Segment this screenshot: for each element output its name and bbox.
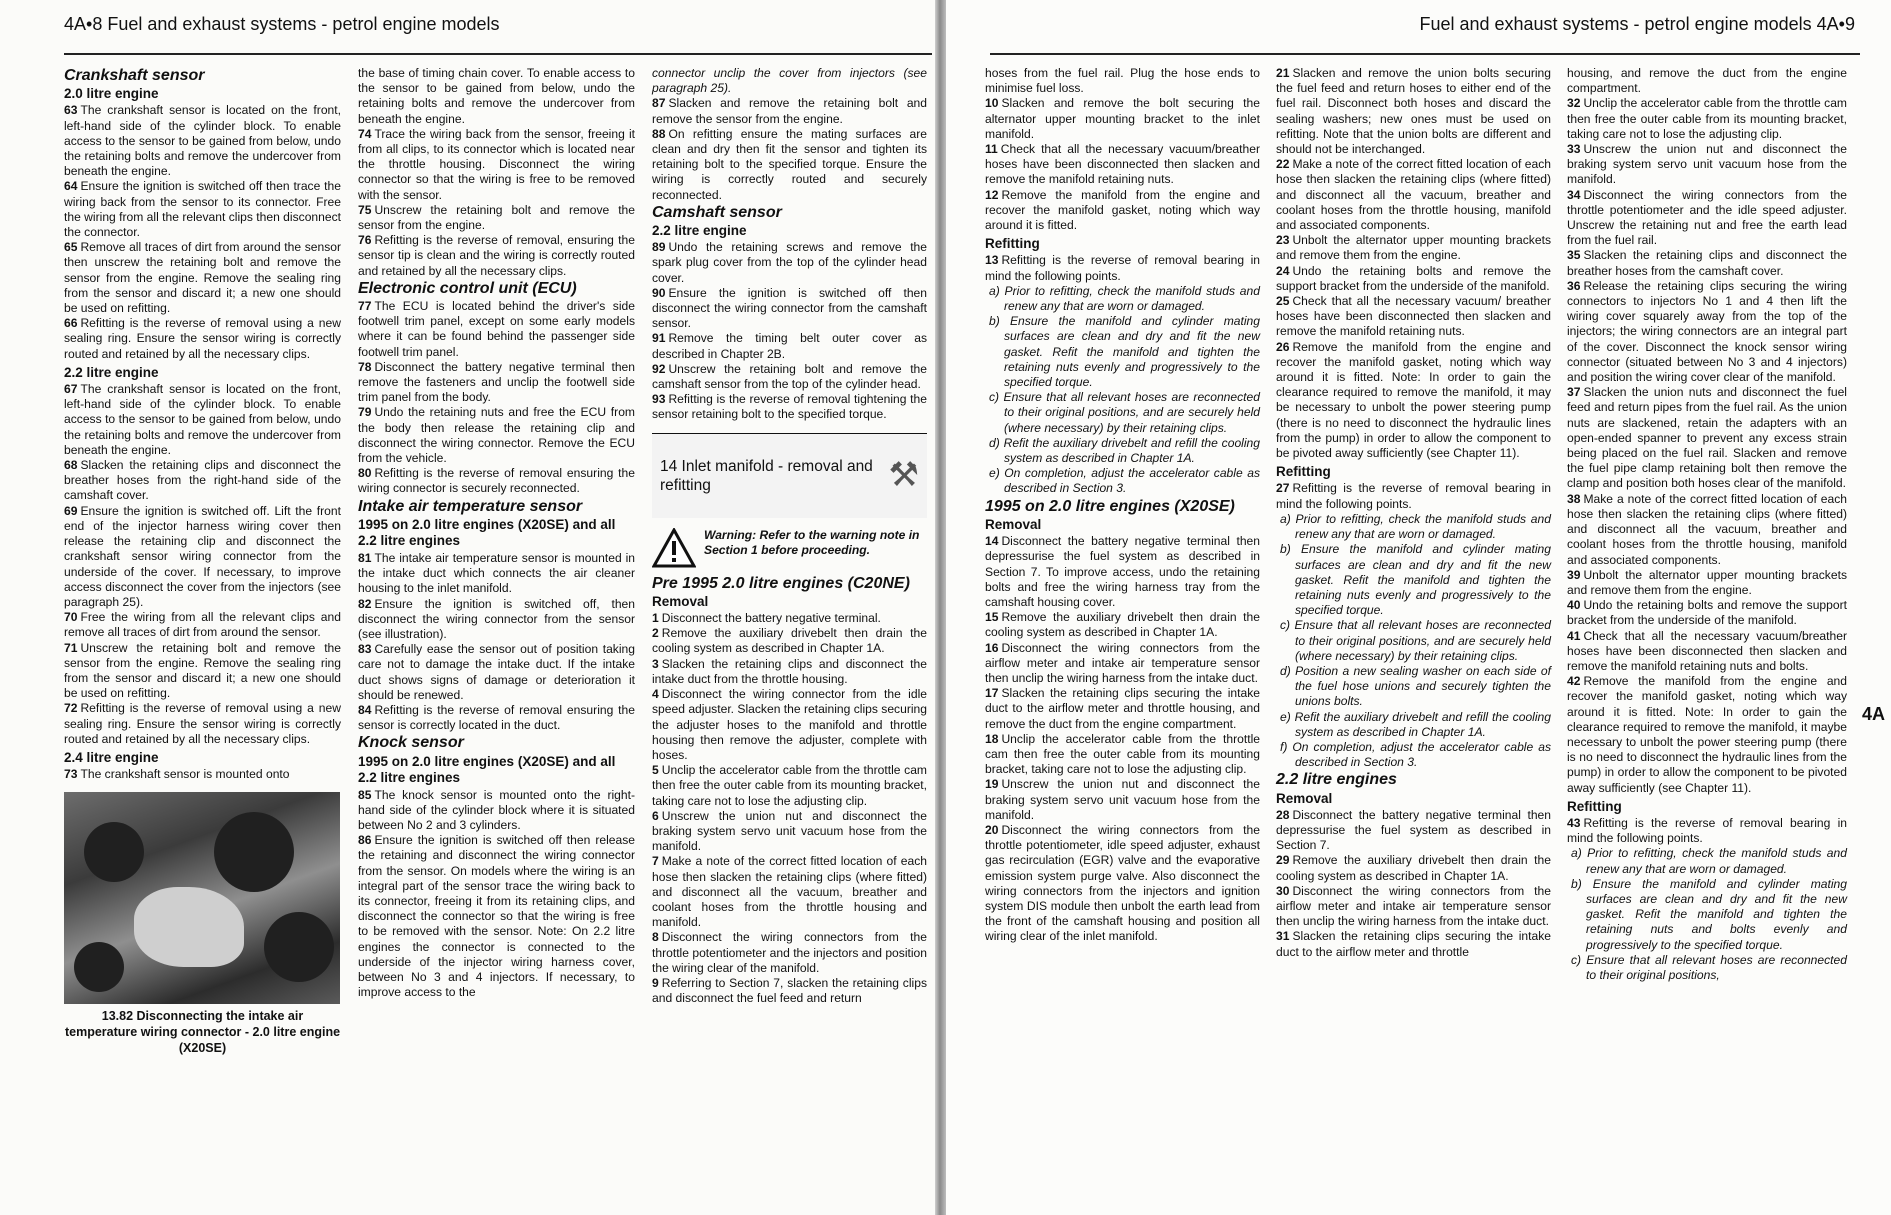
paragraph-number: 41: [1567, 628, 1581, 643]
paragraph-number: 15: [985, 610, 999, 625]
paragraph-text: On refitting ensure the mating surfaces are clean and dry then fit the sensor and tighten its retaining bolt to the specified torque. Ensure the wiring is correctly routed and securely reconnected.: [652, 126, 927, 202]
paragraph-text: Disconnect the wiring connector from the idle speed adjuster. Slacken the retaining clips securing the adjuster hoses to the manifold and throttle housing then remove the adjuster, complete with hoses.: [652, 687, 927, 762]
photo-caption: 13.82 Disconnecting the intake air temperature wiring connector - 2.0 litre engine (X20SE): [64, 1009, 341, 1056]
warning-triangle-icon: [652, 528, 696, 568]
paragraph-text: Unbolt the alternator upper mounting brackets and remove them from the engine.: [1567, 567, 1847, 597]
sub-point: b) Ensure the manifold and cylinder mating surfaces are clean and dry and fit the new gasket. Refit the manifold and tighten the retaining nuts and bolts evenly and progressively to the specified torque.: [1571, 876, 1847, 952]
paragraph-number: 35: [1567, 248, 1581, 263]
right-column-1: [985, 66, 1260, 945]
paragraph-number: 33: [1567, 142, 1581, 157]
sub-point: a) Prior to refitting, check the manifold studs and renew any that are worn or damaged.: [1571, 846, 1847, 876]
paragraph-number: 17: [985, 686, 999, 701]
paragraph-text: Slacken the retaining clips and disconnect the breather hoses from the camshaft cover.: [1567, 248, 1847, 278]
sub-point: d) Refit the auxiliary drivebelt and refill the cooling system as described in Chapter 1A.: [989, 435, 1260, 466]
paragraph: [358, 127, 635, 203]
paragraph-text: Refitting is the reverse of removal bearing in mind the following points.: [1567, 815, 1847, 846]
subsection-heading: 2.2 litre engine: [64, 364, 159, 380]
paragraph: [985, 253, 1260, 283]
paragraph-text: Disconnect the wiring connectors from the airflow meter and intake air temperature sensor then unclip the wiring harness from the intake duct.: [985, 640, 1260, 685]
paragraph-text: Slacken and remove the bolt securing the alternator upper mounting bracket to the inlet manifold.: [985, 96, 1260, 141]
paragraph: [985, 686, 1260, 732]
paragraph: [64, 701, 341, 747]
left-column-1: [64, 66, 341, 1056]
paragraph-text: Disconnect the wiring connectors from the throttle potentiometer and the injectors and position the wiring clear of the manifold.: [652, 930, 927, 975]
paragraph-number: 6: [652, 808, 659, 823]
paragraph-number: 90: [652, 285, 666, 300]
paragraph-text: Free the wiring from all the relevant clips and remove all traces of dirt from around the sensor.: [64, 610, 341, 640]
paragraph: [652, 930, 927, 976]
paragraph-text: Unscrew the union nut and disconnect the braking system servo unit vacuum hose from the manifold.: [652, 808, 927, 854]
paragraph-number: 4: [652, 687, 659, 702]
section-title-box: [652, 433, 927, 518]
paragraph-text: housing, and remove the duct from the engine compartment.: [1567, 66, 1847, 96]
paragraph-number: 78: [358, 359, 372, 374]
paragraph-number: 72: [64, 701, 78, 716]
paragraph-text: Refitting is the reverse of removal tightening the sensor retaining bolt to the specified torque.: [652, 392, 927, 422]
paragraph-number: 37: [1567, 385, 1581, 400]
paragraph-number: 2: [652, 626, 659, 641]
paragraph-text: Remove the manifold from the engine and recover the manifold gasket, noting which way around it is fitted. Note: In order to gain the clearance required to remove the manifold, it may be necessary to unbolt the power steering pump (there is no need to disconnect the hydraulic lines from the pump) in order to allow the component to be pivoted away sufficiently (see Chapter 11).: [1276, 339, 1551, 461]
paragraph-number: 76: [358, 233, 372, 248]
paragraph: [1276, 481, 1551, 511]
sub-point: e) On completion, adjust the accelerator cable as described in Section 3.: [989, 466, 1260, 496]
paragraph: [652, 286, 927, 332]
paragraph-text: Undo the retaining bolts and remove the support bracket from the underside of the manifold.: [1276, 263, 1551, 293]
paragraph-text: Remove the auxiliary drivebelt then drain the cooling system as described in Chapter 1A.: [1276, 853, 1551, 883]
paragraph-number: 31: [1276, 929, 1290, 944]
paragraph-text: Ensure the ignition is switched off. Lift the front end of the injector harness wiring cover then release the retaining clip and disconnect the crankshaft sensor wiring connector from the underside of the cover. If necessary, to improve access disconnect the cover from the injectors (see paragraph 25).: [64, 503, 341, 609]
paragraph: [1567, 629, 1847, 675]
paragraph-number: 66: [64, 316, 78, 331]
paragraph: [358, 233, 635, 279]
paragraph: [985, 610, 1260, 640]
paragraph: [652, 611, 927, 626]
sub-point: f) On completion, adjust the accelerator cable as described in Section 3.: [1280, 739, 1551, 770]
subsection-heading: Removal: [652, 593, 709, 609]
paragraph-text: Unbolt the alternator upper mounting brackets and remove them from the engine.: [1276, 233, 1551, 263]
paragraph: [358, 203, 635, 233]
paragraph-text: Unscrew the union nut and disconnect the braking system servo unit vacuum hose from the manifold.: [985, 777, 1260, 822]
paragraph-number: 12: [985, 187, 999, 202]
paragraph-text: Disconnect the battery negative terminal.: [661, 611, 881, 626]
paragraph: [1276, 929, 1551, 959]
paragraph-text: Remove the timing belt outer cover as described in Chapter 2B.: [652, 331, 927, 361]
paragraph-text: Disconnect the wiring connectors from the throttle potentiometer and the idle speed adjuster. Unscrew the retaining nut and free the earth lead from the fuel rail.: [1567, 187, 1847, 248]
paragraph: [358, 466, 635, 496]
paragraph: [985, 188, 1260, 234]
subsection-heading: Refitting: [985, 236, 1040, 252]
paragraph: [652, 687, 927, 763]
paragraph-text: Unclip the accelerator cable from the throttle cam then free the outer cable from its mounting bracket, taking care not to lose the adjusting clip.: [652, 763, 927, 808]
paragraph-number: 42: [1567, 674, 1581, 689]
paragraph: [358, 551, 635, 597]
paragraph-text: Carefully ease the sensor out of position taking care not to damage the intake duct. If the intake duct shows signs of damage or deterioration it should be renewed.: [358, 642, 635, 702]
paragraph-text: Remove all traces of dirt from around the sensor then unscrew the retaining bolt and remove the sensor from the engine. Remove the sealing ring from the sensor and discard it; a new one should be used on refitting.: [64, 240, 341, 316]
paragraph-text: Slacken the retaining clips securing the intake duct to the airflow meter and throttle housing, and remove the duct from the engine compartment.: [985, 686, 1260, 731]
paragraph: [64, 504, 341, 610]
paragraph: [652, 809, 927, 855]
paragraph-text: Release the retaining clips securing the wiring connectors to injectors No 1 and 4 then lift the wiring cover squarely away from the top of the injectors; the wiring connectors are an integral part of the cover. Disconnect the knock sensor wiring connector (situated between No 3 and 4 injectors) and position the wiring cover clear of the manifold.: [1567, 278, 1847, 385]
paragraph-number: 39: [1567, 567, 1581, 582]
paragraph-number: 22: [1276, 157, 1290, 172]
paragraph: [652, 657, 927, 687]
paragraph: [64, 382, 341, 458]
paragraph: [652, 127, 927, 203]
paragraph-text: Undo the retaining bolts and remove the support bracket from the underside of the manifold.: [1567, 598, 1847, 628]
paragraph-text: Disconnect the battery negative terminal then depressurise the fuel system as described in Section 7. To improve access, undo the retaining bolts and free the wiring harness tray from the camshaft housing cover.: [985, 534, 1260, 609]
sub-point: a) Prior to refitting, check the manifold studs and renew any that are worn or damaged.: [989, 283, 1260, 314]
paragraph-text: Refitting is the reverse of removal bearing in mind the following points.: [1276, 481, 1551, 511]
paragraph: [64, 179, 341, 240]
paragraph-text: Referring to Section 7, slacken the retaining clips and disconnect the fuel feed and return: [652, 975, 927, 1006]
subsection-heading: Refitting: [1567, 798, 1622, 814]
paragraph: [1567, 279, 1847, 385]
left-column-2: [358, 66, 635, 1000]
paragraph-text: Ensure the ignition is switched off, then disconnect the wiring connector from the sensor (see illustration).: [358, 596, 635, 641]
paragraph-number: 26: [1276, 339, 1290, 354]
paragraph-number: 86: [358, 833, 372, 848]
paragraph-number: 77: [358, 299, 372, 314]
paragraph-number: 18: [985, 731, 999, 746]
paragraph: [1567, 142, 1847, 188]
paragraph-number: 88: [652, 126, 666, 141]
paragraph: [985, 534, 1260, 610]
paragraph-number: 67: [64, 382, 78, 397]
paragraph-text: Ensure the ignition is switched off then trace the wiring back from the sensor to its connector. Free the wiring from all the relevant clips then disconnect the connector.: [64, 179, 341, 240]
paragraph-number: 87: [652, 96, 666, 111]
warning-note: [652, 528, 927, 568]
wrench-icon: ⚒: [888, 456, 919, 495]
section-heading: Knock sensor: [358, 734, 464, 752]
paragraph-text: Slacken the retaining clips and disconnect the breather hoses from the right-hand side of the camshaft cover.: [64, 458, 341, 503]
paragraph: [1276, 340, 1551, 462]
paragraph-number: 64: [64, 179, 78, 194]
engine-photo: [64, 792, 340, 1004]
paragraph-text: Refitting is the reverse of removal using a new sealing ring. Ensure the sensor wiring is correctly routed and retained by all the necessary clips.: [64, 316, 341, 361]
subsection-heading: 2.4 litre engine: [64, 749, 159, 765]
paragraph: [985, 641, 1260, 687]
paragraph-text: The intake air temperature sensor is mounted in the intake duct which connects the air cleaner housing to the inlet manifold.: [358, 550, 635, 596]
paragraph-number: 43: [1567, 815, 1581, 830]
paragraph: [64, 316, 341, 362]
paragraph-text: Slacken the retaining clips securing the intake duct to the airflow meter and throttle: [1276, 929, 1551, 959]
paragraph-text: Undo the retaining nuts and free the ECU from the body then release the retaining clip and disconnect the wiring connector. Remove the ECU from the vehicle.: [358, 405, 635, 466]
subsection-heading: 1995 on 2.0 litre engines (X20SE) and all 2.2 litre engines: [358, 753, 616, 785]
paragraph-number: 19: [985, 777, 999, 792]
sub-point: b) Ensure the manifold and cylinder mating surfaces are clean and dry and fit the new gasket. Refit the manifold and tighten the retaining nuts evenly and progressively to the specified torque.: [1280, 542, 1551, 618]
paragraph: [652, 392, 927, 422]
photo-detail: [84, 822, 144, 882]
paragraph-number: 38: [1567, 491, 1581, 506]
paragraph-text: Trace the wiring back from the sensor, freeing it from all clips, to its connector which is located near the throttle housing. Disconnect the wiring connector so that the wiring is free to be removed with the sensor.: [358, 126, 635, 202]
paragraph-text: Check that all the necessary vacuum/ breather hoses have been disconnected then slacken and remove the manifold retaining nuts.: [1276, 294, 1551, 339]
paragraph-number: 82: [358, 596, 372, 611]
paragraph-number: 34: [1567, 187, 1581, 202]
paragraph-text: The knock sensor is mounted onto the right-hand side of the cylinder block where it is situated between No 2 and 3 cylinders.: [358, 787, 635, 832]
paragraph-number: 11: [985, 142, 998, 157]
paragraph-text: Remove the manifold from the engine and recover the manifold gasket, noting which way around it is fitted.: [985, 187, 1260, 233]
paragraph-text: Make a note of the correct fitted location of each hose then slacken the retaining clips (where fitted) and disconnect all the vacuum, breather and coolant hoses from the throttle housing, manifold and associated components.: [1567, 491, 1847, 567]
paragraph-number: 40: [1567, 598, 1581, 613]
paragraph: [1567, 385, 1847, 491]
paragraph-text: hoses from the fuel rail. Plug the hose ends to minimise fuel loss.: [985, 66, 1260, 96]
section-heading: 1995 on 2.0 litre engines (X20SE): [985, 497, 1235, 515]
paragraph-number: 8: [652, 930, 659, 945]
subsection-heading: Removal: [985, 516, 1042, 532]
paragraph-number: 7: [652, 854, 659, 869]
right-column-3: [1567, 66, 1847, 983]
paragraph-text: Disconnect the wiring connectors from the throttle potentiometer, idle speed adjuster, exhaust gas recirculation (EGR) valve and the evaporative emission system purge valve. Also disconnect the wiring connectors from the injectors and ignition system DIS module then unbolt the earth lead from the front of the camshaft housing and position all wiring clear of the inlet manifold.: [985, 822, 1260, 944]
paragraph-number: 16: [985, 640, 999, 655]
paragraph-text: Disconnect the wiring connectors from the airflow meter and intake air temperature sensor then unclip the wiring harness from the intake duct.: [1276, 883, 1551, 929]
book-spine: [935, 0, 946, 1215]
paragraph: [358, 66, 635, 127]
section-heading: Crankshaft sensor: [64, 67, 205, 84]
sub-point: a) Prior to refitting, check the manifold studs and renew any that are worn or damaged.: [1280, 511, 1551, 542]
paragraph-text: Unscrew the union nut and disconnect the braking system servo unit vacuum hose from the manifold.: [1567, 142, 1847, 187]
right-column-2: [1276, 66, 1551, 960]
paragraph: [64, 641, 341, 702]
paragraph-text: Ensure the ignition is switched off then disconnect the wiring connector from the camshaft sensor.: [652, 285, 927, 331]
paragraph: [652, 96, 927, 126]
paragraph-text: Ensure the ignition is switched off then release the retaining and disconnect the wiring connector from the sensor. On models where the wiring is an integral part of the sensor trace the wiring back to its connector, freeing it from its retaining clips, and disconnect the connector so that the wiring is free to be removed with the sensor. Note: On 2.2 litre engines the connector is connected to the underside of the injector wiring harness cover, between No 3 and 4 injectors. If necessary, to improve access to the: [358, 833, 635, 1000]
paragraph-text: Refitting is the reverse of removal bearing in mind the following points.: [985, 253, 1260, 283]
paragraph-text: Check that all the necessary vacuum/breather hoses have been disconnected then slacken and remove the manifold retaining nuts and bolts.: [1567, 628, 1847, 673]
paragraph-number: 3: [652, 656, 659, 671]
paragraph-number: 25: [1276, 294, 1290, 309]
paragraph-text: The crankshaft sensor is mounted onto: [80, 767, 290, 782]
paragraph-text: Refitting is the reverse of removal ensuring the sensor is correctly located in the duct.: [358, 702, 635, 733]
paragraph: [652, 626, 927, 656]
subsection-heading: 1995 on 2.0 litre engines (X20SE) and all 2.2 litre engines: [358, 516, 616, 548]
paragraph-number: 20: [985, 822, 999, 837]
paragraph-number: 24: [1276, 263, 1290, 278]
paragraph: [1276, 808, 1551, 854]
paragraph: [1567, 816, 1847, 846]
paragraph-number: 63: [64, 103, 78, 118]
paragraph: [1567, 598, 1847, 628]
paragraph-text: Slacken and remove the retaining bolt and remove the sensor from the engine.: [652, 96, 927, 126]
subsection-heading: Removal: [1276, 790, 1333, 806]
subsection-heading: Refitting: [1276, 464, 1331, 480]
paragraph: [652, 763, 927, 809]
paragraph: [64, 610, 341, 640]
paragraph-text: The crankshaft sensor is located on the front, left-hand side of the cylinder block. To enable access to the sensor to be gained from below, undo the retaining bolts and remove the undercover from beneath the engine.: [64, 382, 341, 457]
paragraph: [1567, 674, 1847, 796]
paragraph-number: 65: [64, 240, 78, 255]
paragraph-text: Undo the retaining screws and remove the spark plug cover from the top of the cylinder head cover.: [652, 240, 927, 285]
paragraph: [1567, 492, 1847, 568]
paragraph: [358, 703, 635, 733]
right-header-rule: [990, 53, 1860, 55]
paragraph-number: 10: [985, 96, 999, 111]
paragraph-text: Unscrew the retaining bolt and remove the sensor from the engine.: [358, 202, 635, 233]
paragraph: [985, 777, 1260, 823]
paragraph: [358, 405, 635, 466]
paragraph-number: 81: [358, 550, 372, 565]
paragraph-number: 92: [652, 361, 666, 376]
sub-point: c) Ensure that all relevant hoses are reconnected to their original positions,: [1571, 952, 1847, 982]
paragraph: [358, 642, 635, 703]
paragraph-text: Unclip the accelerator cable from the throttle cam then free the outer cable from its mounting bracket, taking care not to lose the adjusting clip.: [985, 731, 1260, 777]
paragraph-text: Check that all the necessary vacuum/breather hoses have been disconnected then slacken and remove the manifold retaining nuts.: [985, 142, 1260, 187]
paragraph: [1276, 66, 1551, 157]
paragraph-number: 84: [358, 702, 372, 717]
paragraph-number: 23: [1276, 233, 1290, 248]
paragraph: [985, 823, 1260, 945]
paragraph: [1567, 96, 1847, 142]
photo-hand: [134, 887, 244, 967]
paragraph: [652, 240, 927, 286]
paragraph: [985, 732, 1260, 778]
sub-point: b) Ensure the manifold and cylinder mating surfaces are clean and dry and fit the new gasket. Refit the manifold and tighten the retaining nuts evenly and progressively to the specified torque.: [989, 314, 1260, 390]
paragraph-text: Unclip the accelerator cable from the throttle cam then free the outer cable from its mounting bracket, taking care not to lose the adjusting clip.: [1567, 96, 1847, 141]
section-heading: Pre 1995 2.0 litre engines (C20NE): [652, 574, 910, 592]
subsection-heading: 2.0 litre engine: [64, 86, 159, 102]
paragraph-number: 73: [64, 767, 78, 782]
paragraph-text: Remove the manifold from the engine and recover the manifold gasket, noting which way around it is fitted. Note: In order to gain the clearance required to remove the manifold, it maybe necessary to unbolt the power steering pump (there is no need to disconnect the hydraulic lines from the pump) in order to allow the component to be pivoted away sufficiently (see Chapter 11).: [1567, 674, 1847, 795]
paragraph-number: 30: [1276, 883, 1290, 898]
sub-point: c) Ensure that all relevant hoses are reconnected to their original positions, and are securely held (where necessary) by their retaining clips.: [1280, 618, 1551, 663]
paragraph: [64, 767, 341, 782]
paragraph-number: 80: [358, 466, 372, 481]
paragraph-text: Slacken the union nuts and disconnect the fuel feed and return pipes from the fuel rail. As the union nuts are slackened, retain the adapters with an open-ended spanner to prevent any excess strain being placed on the fuel rail. Slacken and remove the fuel pipe clamp retaining bolt then remove the clamp and position both hoses clear of the manifold.: [1567, 385, 1847, 491]
paragraph: [1567, 568, 1847, 598]
paragraph: [652, 362, 927, 392]
paragraph-number: 69: [64, 503, 78, 518]
paragraph-text: Refitting is the reverse of removal using a new sealing ring. Ensure the sensor wiring is correctly routed and retained by all the necessary clips.: [64, 701, 341, 746]
photo-detail: [264, 912, 334, 982]
section-heading: Camshaft sensor: [652, 203, 782, 221]
paragraph-text: Unscrew the retaining bolt and remove the camshaft sensor from the top of the cylinder head.: [652, 361, 927, 392]
paragraph-text: The ECU is located behind the driver's side footwell trim panel, except on some early models where it can be found behind the passenger side footwell trim panel.: [358, 299, 635, 359]
paragraph-number: 93: [652, 392, 666, 407]
paragraph-text: Refitting is the reverse of removal, ensuring the sensor tip is clean and the wiring is correctly routed and retained by all the necessary clips.: [358, 233, 635, 278]
paragraph-number: 1: [652, 611, 659, 626]
photo-detail: [74, 942, 124, 992]
paragraph-text: Refitting is the reverse of removal ensuring the wiring connector is securely reconnected.: [358, 466, 635, 496]
paragraph: [358, 597, 635, 643]
paragraph: [64, 103, 341, 179]
paragraph-number: 68: [64, 458, 78, 473]
photo-detail: [214, 812, 294, 892]
left-header-rule: [64, 53, 932, 55]
paragraph-text: Slacken and remove the union bolts securing the fuel feed and return hoses to either end of the fuel rail. Disconnect both hoses and discard the sealing washers; new ones must be used on refitting. Note that the union bolts are different and should not be interchanged.: [1276, 66, 1551, 157]
paragraph-number: 13: [985, 253, 999, 268]
section-heading: 2.2 litre engines: [1276, 771, 1397, 789]
paragraph-text: Remove the auxiliary drivebelt then drain the cooling system as described in Chapter 1A.: [652, 626, 927, 656]
paragraph-number: 91: [652, 331, 666, 346]
paragraph-text: Disconnect the battery negative terminal then depressurise the fuel system as described in Section 7.: [1276, 807, 1551, 853]
chapter-tab: 4A: [1862, 704, 1886, 724]
sub-point: d) Position a new sealing washer on each side of the fuel hose unions and securely tighten the unions bolts.: [1280, 663, 1551, 709]
paragraph-number: 21: [1276, 66, 1290, 80]
paragraph-continued: connector unclip the cover from injectors (see paragraph 25).: [652, 66, 927, 96]
paragraph-number: 5: [652, 763, 659, 778]
right-page-header: Fuel and exhaust systems - petrol engine models 4A•9: [1419, 14, 1855, 34]
paragraph: [358, 360, 635, 406]
paragraph-number: 71: [64, 640, 78, 655]
paragraph-number: 28: [1276, 807, 1290, 822]
paragraph: [985, 96, 1260, 142]
paragraph-number: 74: [358, 126, 372, 141]
paragraph: [1276, 233, 1551, 263]
paragraph-text: Unscrew the retaining bolt and remove the sensor from the engine. Remove the sealing ring from the sensor and discard it; a new one should be used on refitting.: [64, 640, 341, 701]
paragraph: [64, 458, 341, 504]
paragraph-number: 9: [652, 975, 659, 990]
paragraph: [652, 331, 927, 361]
paragraph: [358, 299, 635, 360]
paragraph-number: 85: [358, 787, 372, 802]
paragraph-number: 27: [1276, 481, 1290, 496]
paragraph: [1276, 853, 1551, 883]
paragraph: [1276, 294, 1551, 340]
section-heading: Electronic control unit (ECU): [358, 279, 577, 297]
paragraph-number: 89: [652, 240, 666, 255]
paragraph-number: 79: [358, 405, 372, 420]
paragraph-number: 36: [1567, 278, 1581, 293]
paragraph: [1567, 66, 1847, 96]
paragraph-number: 14: [985, 534, 999, 549]
paragraph: [1276, 884, 1551, 930]
section-title: 14 Inlet manifold - removal and refitting: [660, 457, 873, 494]
paragraph: [358, 788, 635, 834]
paragraph: [1276, 264, 1551, 294]
paragraph: [985, 66, 1260, 96]
paragraph-text: The crankshaft sensor is located on the front, left-hand side of the cylinder block. To enable access to the sensor to be gained from below, undo the retaining bolts and remove the undercover from beneath the engine.: [64, 103, 341, 179]
sub-point: c) Ensure that all relevant hoses are reconnected to their original positions, and are securely held (where necessary) by their retaining clips.: [989, 390, 1260, 435]
section-heading: Intake air temperature sensor: [358, 497, 583, 515]
paragraph: [1276, 157, 1551, 233]
sub-point: e) Refit the auxiliary drivebelt and refill the cooling system as described in Chapter 1A.: [1280, 709, 1551, 739]
left-column-3: [652, 66, 927, 1006]
paragraph-number: 83: [358, 642, 372, 657]
paragraph: [1567, 188, 1847, 249]
paragraph: [652, 976, 927, 1006]
paragraph-text: Slacken the retaining clips and disconnect the intake duct from the throttle housing.: [652, 656, 927, 686]
paragraph: [985, 142, 1260, 188]
subsection-heading: 2.2 litre engine: [652, 223, 747, 239]
paragraph-text: Disconnect the battery negative terminal then remove the fasteners and unclip the footwell side trim panel from the body.: [358, 359, 635, 405]
paragraph-text: Make a note of the correct fitted location of each hose then slacken the retaining clips (where fitted) and disconnect all the vacuum, breather and coolant hoses from the throttle housing and manifold.: [652, 854, 927, 930]
paragraph-text: the base of timing chain cover. To enable access to the sensor to be gained from below, undo the retaining bolts and remove the undercover from beneath the engine.: [358, 66, 635, 126]
paragraph-text: Remove the auxiliary drivebelt then drain the cooling system as described in Chapter 1A.: [985, 610, 1260, 640]
paragraph: [64, 240, 341, 316]
paragraph: [652, 854, 927, 930]
paragraph: [358, 833, 635, 1000]
warning-text: Warning: Refer to the warning note in Section 1 before proceeding.: [704, 527, 920, 557]
paragraph-number: 70: [64, 610, 78, 625]
paragraph-number: 29: [1276, 853, 1290, 868]
paragraph-text: Make a note of the correct fitted location of each hose then slacken the retaining clips (where fitted) and disconnect all the vacuum, breather and coolant hoses from the throttle housing, manifold and associated components.: [1276, 157, 1551, 233]
paragraph: [1567, 248, 1847, 278]
paragraph-number: 75: [358, 202, 372, 217]
paragraph-number: 32: [1567, 96, 1581, 111]
left-page-header: 4A•8 Fuel and exhaust systems - petrol engine models: [64, 14, 500, 34]
